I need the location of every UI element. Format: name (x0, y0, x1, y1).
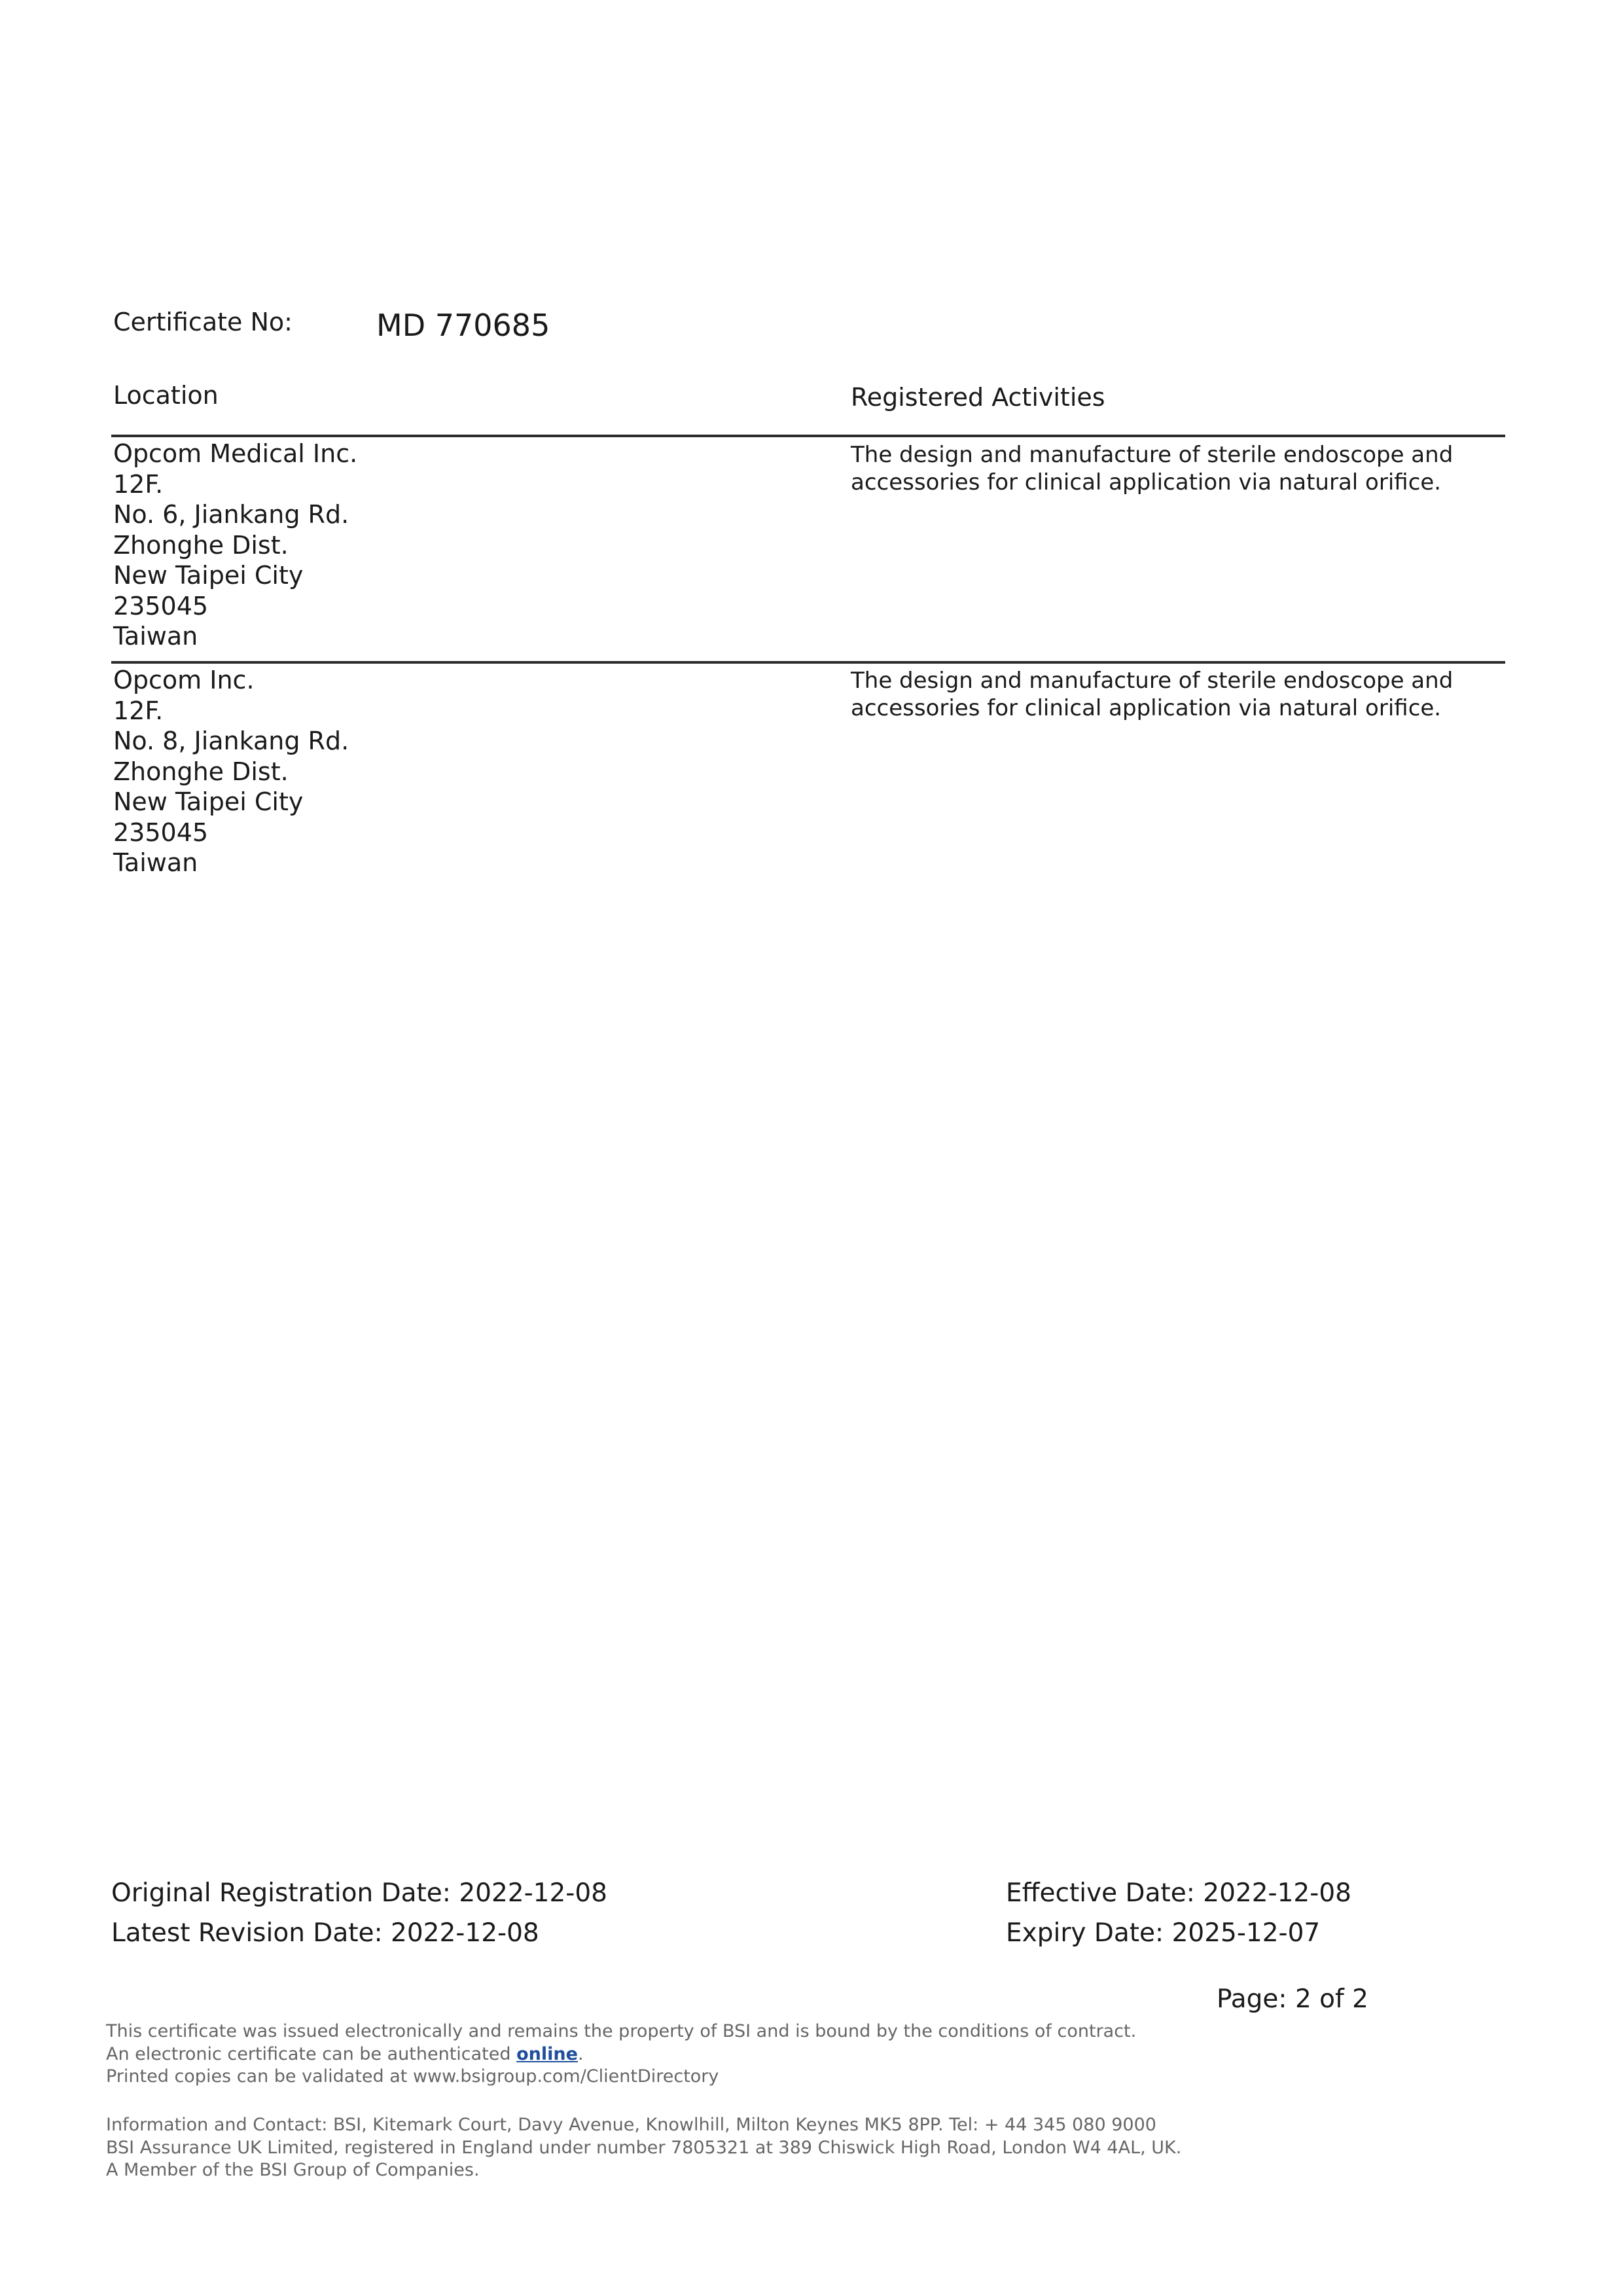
address-line: Taiwan (113, 622, 198, 651)
table-row-divider (111, 661, 1505, 664)
location-address-2 (113, 665, 349, 878)
registered-activity-1: The design and manufacture of sterile endoscope and accessories for clinical application via natural orifice. (851, 442, 1454, 495)
notice-line-authentication (106, 2043, 1136, 2066)
contact-information (106, 2114, 1181, 2182)
address-line: Opcom Inc. (113, 666, 255, 694)
address-line: 235045 (113, 817, 209, 847)
certificate-notice (106, 2020, 1136, 2089)
original-registration-date: Original Registration Date: 2022-12-08 (111, 1878, 607, 1908)
address-line: New Taipei City (113, 561, 304, 590)
contact-line: BSI Assurance UK Limited, registered in England under number 7805321 at 389 Chiswick High Road, London W4 4AL, UK. (106, 2137, 1182, 2158)
notice-text: An electronic certificate can be authenticated (106, 2043, 517, 2064)
address-line: Zhonghe Dist. (113, 757, 289, 786)
page-number: Page: 2 of 2 (1217, 1984, 1368, 2014)
expiry-date: Expiry Date: 2025-12-07 (1006, 1918, 1321, 1948)
latest-revision-date: Latest Revision Date: 2022-12-08 (111, 1918, 539, 1948)
registered-activities-header: Registered Activities (851, 383, 1105, 412)
registered-activity-2: The design and manufacture of sterile endoscope and accessories for clinical application via natural orifice. (851, 668, 1454, 721)
location-header: Location (113, 381, 219, 410)
address-line: New Taipei City (113, 787, 304, 816)
notice-line: This certificate was issued electronically and remains the property of BSI and is bound by the conditions of contract. (106, 2021, 1137, 2041)
address-line: 12F. (113, 696, 164, 725)
address-line: No. 8, Jiankang Rd. (113, 726, 349, 755)
contact-line: Information and Contact: BSI, Kitemark Court, Davy Avenue, Knowlhill, Milton Keynes MK5 8PP. Tel: + 44 345 080 9000 (106, 2115, 1156, 2135)
notice-line: Printed copies can be validated at www.bsigroup.com/ClientDirectory (106, 2066, 719, 2087)
contact-line: A Member of the BSI Group of Companies. (106, 2160, 480, 2180)
location-address-1 (113, 439, 357, 652)
address-line: 12F. (113, 469, 164, 499)
certificate-number: MD 770685 (376, 308, 550, 343)
table-header-divider (111, 435, 1505, 437)
address-line: 235045 (113, 591, 209, 620)
certificate-number-label: Certificate No: (113, 308, 293, 336)
address-line: Taiwan (113, 848, 198, 877)
address-line: No. 6, Jiankang Rd. (113, 500, 349, 529)
effective-date: Effective Date: 2022-12-08 (1006, 1878, 1351, 1908)
address-line: Zhonghe Dist. (113, 530, 289, 560)
address-line: Opcom Medical Inc. (113, 439, 358, 468)
notice-text: . (577, 2043, 584, 2064)
online-link[interactable]: online (516, 2043, 578, 2064)
